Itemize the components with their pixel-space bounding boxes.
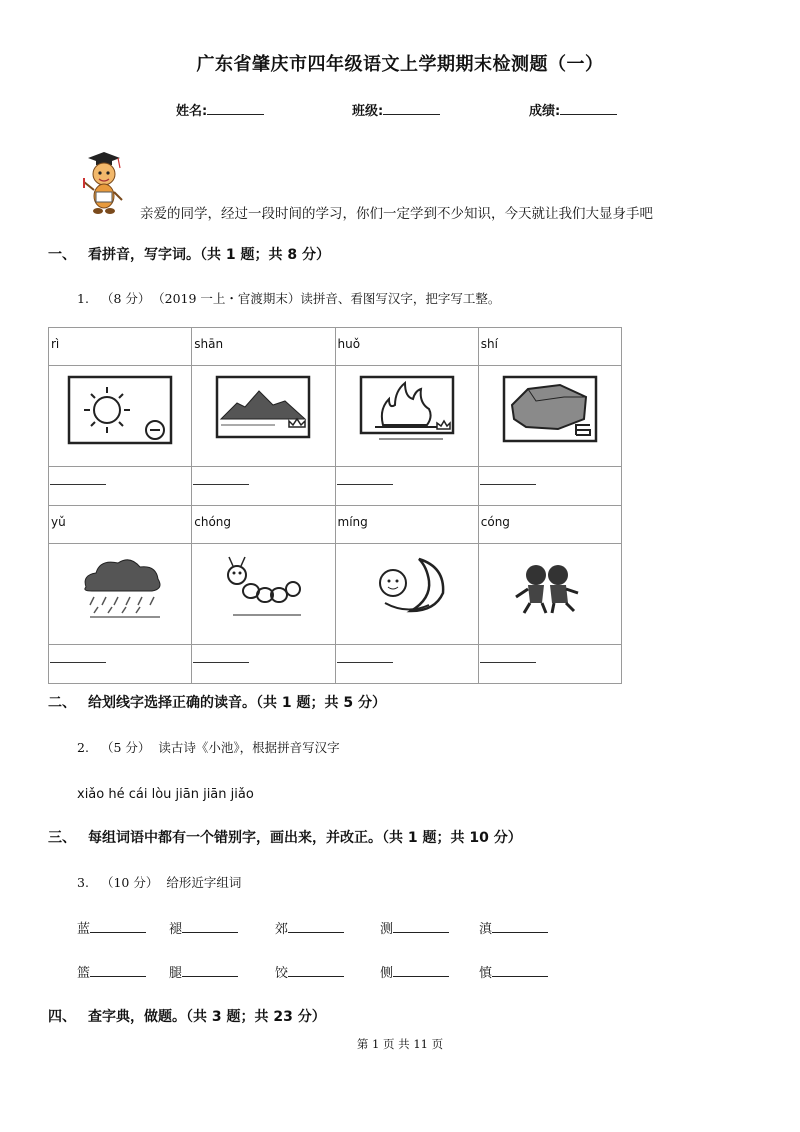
stone-picture [478, 366, 621, 467]
question-points: （10 分） [100, 875, 159, 890]
mountain-picture [192, 366, 335, 467]
word-item[interactable] [380, 962, 449, 981]
section-title: 每组词语中都有一个错别字，画出来，并改正。（共 1 题；共 10 分） [88, 830, 522, 846]
question-number: 2. [77, 740, 89, 755]
question-points: （8 分） [100, 291, 151, 306]
answer-cell[interactable] [335, 645, 478, 684]
word-char: 滇 [479, 922, 493, 937]
class-label: 班级: [352, 104, 384, 119]
question-number: 3. [77, 875, 89, 890]
word-item[interactable] [169, 918, 238, 937]
moon-sun-picture [335, 544, 478, 645]
page-title: 广东省肇庆市四年级语文上学期期末检测题（一） [196, 54, 604, 75]
section-title: 看拼音，写字词。（共 1 题；共 8 分） [88, 247, 330, 263]
pinyin-line: xiǎo hé cái lòu jiān jiān jiǎo [77, 787, 254, 802]
answer-cell[interactable] [192, 645, 335, 684]
answer-cell[interactable] [49, 467, 192, 506]
pinyin-cell: shān [192, 328, 335, 366]
question-text: （2019 一上・官渡期末）读拼音、看图写汉字，把字写工整。 [158, 291, 501, 306]
section-title: 查字典，做题。（共 3 题；共 23 分） [88, 1009, 326, 1025]
question-text: 读古诗《小池》，根据拼音写汉字 [158, 740, 340, 755]
answer-cell[interactable] [478, 645, 621, 684]
word-char: 郊 [275, 922, 289, 937]
answer-cell[interactable] [478, 467, 621, 506]
question-1 [77, 289, 500, 307]
word-char: 腿 [169, 966, 183, 981]
question-text: 给形近字组词 [166, 875, 242, 890]
class-blank[interactable] [383, 114, 440, 115]
name-field[interactable] [176, 100, 264, 119]
word-item[interactable] [380, 918, 449, 937]
word-item[interactable] [479, 918, 548, 937]
word-item[interactable] [77, 918, 146, 937]
word-item[interactable] [169, 962, 238, 981]
class-field[interactable] [352, 100, 440, 119]
name-blank[interactable] [207, 114, 264, 115]
word-char: 蓝 [77, 922, 91, 937]
greeting-text: 亲爱的同学，经过一段时间的学习，你们一定学到不少知识，今天就让我们大显身手吧 [140, 206, 653, 222]
pinyin-cell: cóng [478, 506, 621, 544]
section-2-heading [48, 692, 386, 712]
word-char: 侧 [380, 966, 394, 981]
pinyin-picture-grid [48, 327, 622, 684]
score-label: 成绩: [529, 104, 561, 119]
section-number: 一、 [48, 247, 76, 263]
word-char: 慎 [479, 966, 493, 981]
answer-cell[interactable] [49, 645, 192, 684]
page-footer: 第 1 页 共 11 页 [356, 1037, 444, 1051]
rain-cloud-picture [49, 544, 192, 645]
pinyin-cell: yǔ [49, 506, 192, 544]
caterpillar-picture [192, 544, 335, 645]
word-item[interactable] [275, 918, 344, 937]
word-item[interactable] [77, 962, 146, 981]
pinyin-cell: chóng [192, 506, 335, 544]
word-item[interactable] [479, 962, 548, 981]
section-4-heading [48, 1006, 326, 1026]
question-points: （5 分） [100, 740, 151, 755]
question-2 [77, 738, 340, 756]
answer-cell[interactable] [335, 467, 478, 506]
answer-cell[interactable] [192, 467, 335, 506]
fire-picture [335, 366, 478, 467]
pinyin-cell: huǒ [335, 328, 478, 366]
word-char: 篮 [77, 966, 91, 981]
question-3 [77, 873, 241, 891]
question-number: 1. [77, 291, 89, 306]
section-number: 三、 [48, 830, 76, 846]
pinyin-cell: shí [478, 328, 621, 366]
word-char: 测 [380, 922, 394, 937]
mascot-graduate-picture [74, 148, 130, 218]
name-label: 姓名: [176, 104, 208, 119]
score-blank[interactable] [560, 114, 617, 115]
pinyin-cell: míng [335, 506, 478, 544]
section-number: 四、 [48, 1009, 76, 1025]
sun-picture [49, 366, 192, 467]
word-char: 褪 [169, 922, 183, 937]
two-children-picture [478, 544, 621, 645]
word-char: 饺 [275, 966, 289, 981]
section-title: 给划线字选择正确的读音。（共 1 题；共 5 分） [88, 695, 386, 711]
section-1-heading [48, 244, 330, 264]
section-3-heading [48, 827, 522, 847]
score-field[interactable] [529, 100, 617, 119]
word-item[interactable] [275, 962, 344, 981]
pinyin-cell: rì [49, 328, 192, 366]
section-number: 二、 [48, 695, 76, 711]
